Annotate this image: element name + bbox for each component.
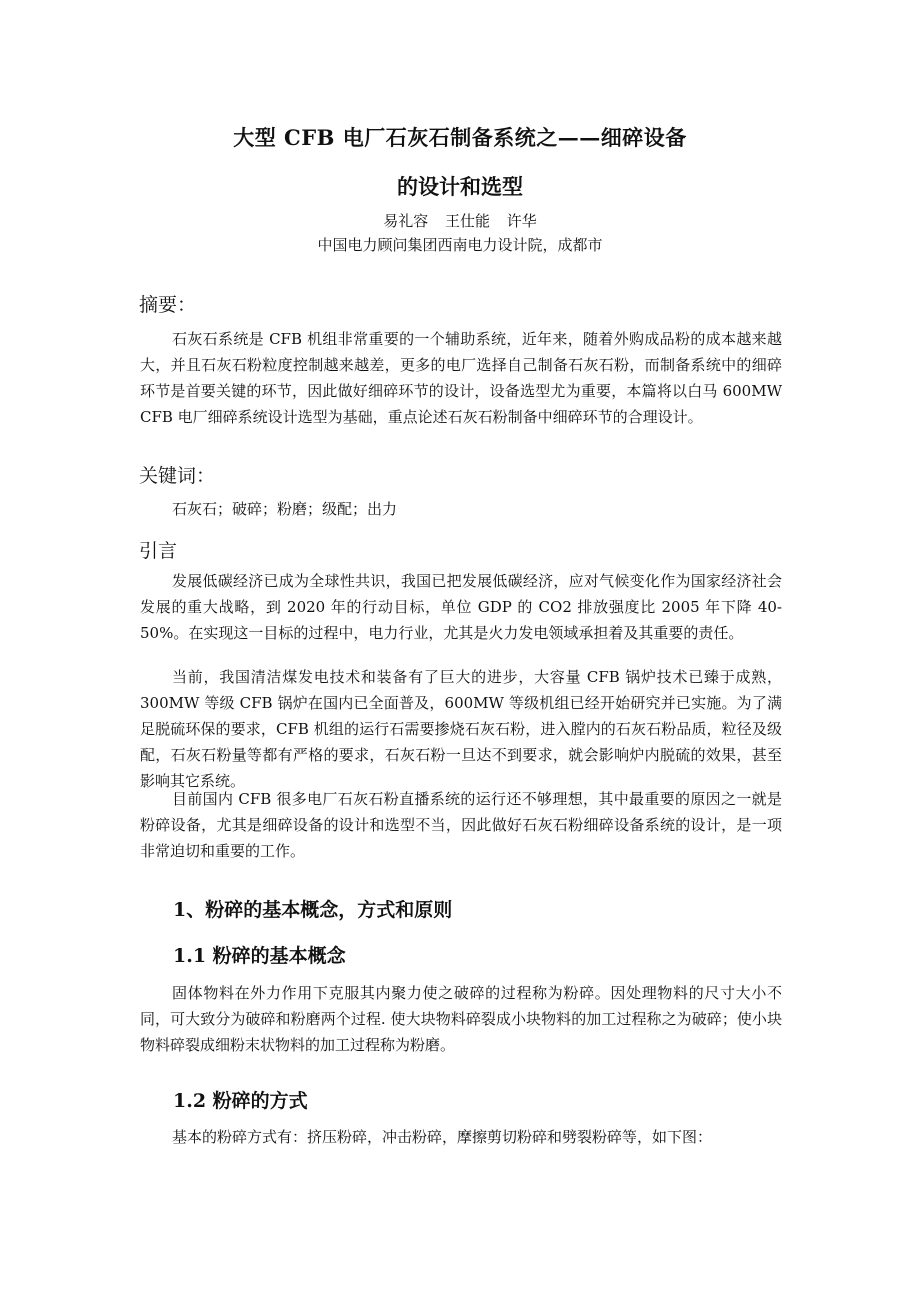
section-1-2-text: 基本的粉碎方式有：挤压粉碎，冲击粉碎，摩擦剪切粉碎和劈裂粉碎等，如下图： — [172, 1128, 713, 1146]
keywords-heading: 关键词： — [139, 465, 216, 487]
section-1-1-text: 固体物料在外力作用下克服其内聚力使之破碎的过程称为粉碎。因处理物料的尺寸大小不同，可大致分为破碎和粉磨两个过程. 使大块物料碎裂成小块物料的加工过程称之为破碎；使小块物料碎裂成细粉末状物料的加工过程称为粉磨。 — [140, 984, 782, 1054]
section-1-1-heading: 1.1 粉碎的基本概念 — [173, 945, 346, 967]
paper-affiliation: 中国电力顾问集团西南电力设计院，成都市 — [317, 236, 603, 254]
abstract-heading: 摘要： — [139, 294, 197, 316]
paper-title-line1: 大型 CFB 电厂石灰石制备系统之——细碎设备 — [233, 125, 687, 150]
paper-authors: 易礼容 王仕能 许华 — [383, 212, 537, 230]
intro-paragraph-1: 发展低碳经济已成为全球性共识，我国已把发展低碳经济，应对气候变化作为国家经济社会发展的重大战略，到 2020 年的行动目标，单位 GDP 的 CO2 排放强度比 2005 年下降 40-50%。在实现这一目标的过程中，电力行业，尤其是火力发电领域承担着及其重要的责任。 — [140, 572, 782, 642]
section-1-2-heading: 1.2 粉碎的方式 — [173, 1090, 308, 1112]
paper-title-line2: 的设计和选型 — [397, 174, 523, 199]
intro-paragraph-3: 目前国内 CFB 很多电厂石灰石粉直播系统的运行还不够理想，其中最重要的原因之一就是粉碎设备，尤其是细碎设备的设计和选型不当，因此做好石灰石粉细碎设备系统的设计，是一项非常迫切和重要的工作。 — [140, 790, 782, 860]
abstract-text: 石灰石系统是 CFB 机组非常重要的一个辅助系统，近年来，随着外购成品粉的成本越来越大，并且石灰石粉粒度控制越来越差，更多的电厂选择自己制备石灰石粉，而制备系统中的细碎环节是首要关键的环节，因此做好细碎环节的设计，设备选型尤为重要，本篇将以白马 600MW CFB 电厂细碎系统设计选型为基础，重点论述石灰石粉制备中细碎环节的合理设计。 — [140, 330, 782, 426]
keywords-text: 石灰石；破碎；粉磨；级配；出力 — [172, 500, 398, 518]
intro-heading: 引言 — [139, 540, 178, 562]
section-1-heading: 1、粉碎的基本概念，方式和原则 — [173, 899, 453, 921]
intro-paragraph-2: 当前，我国清洁煤发电技术和装备有了巨大的进步，大容量 CFB 锅炉技术已臻于成熟，300MW 等级 CFB 锅炉在国内已全面普及，600MW 等级机组已经开始研究并已实施。为了满足脱硫环保的要求，CFB 机组的运行石需要掺烧石灰石粉，进入膛内的石灰石粉品质，粒径及级配，石灰石粉量等都有严格的要求，石灰石粉一旦达不到要求，就会影响炉内脱硫的效果，甚至影响其它系统。 — [140, 668, 782, 790]
